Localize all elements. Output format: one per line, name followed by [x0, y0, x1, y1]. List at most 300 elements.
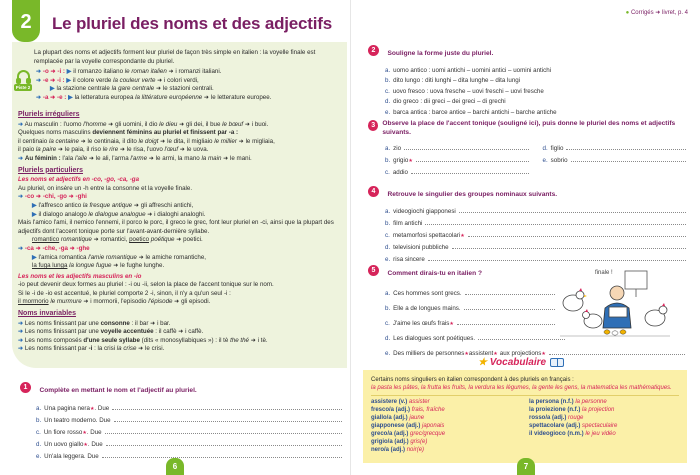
answer-field[interactable] [566, 149, 686, 150]
intro-text: La plupart des noms et adjectifs forment leur pluriel de façon très simple en italien : la voyelle finale est remplacée par la voyelle correspondante du pluriel. [34, 49, 316, 65]
item-text: aux projections [499, 350, 542, 357]
exercise-items [36, 400, 342, 460]
answer-field[interactable] [478, 339, 565, 340]
exercise-header [368, 42, 686, 60]
text: le crisi. [145, 345, 165, 353]
text: l'affresco antico [38, 201, 82, 209]
text: l'arma [111, 154, 129, 162]
item-text: risa sincere [393, 256, 425, 263]
text: la main [201, 154, 222, 162]
text: Les noms finissant par une [24, 319, 99, 327]
arrow-icon: ➜ [18, 319, 24, 327]
vocab-star-icon: ★ [541, 351, 546, 357]
text: i tè. [257, 336, 268, 344]
answer-row [36, 436, 342, 448]
choice-row[interactable] [385, 86, 686, 97]
rule-translation: le roman italien [124, 68, 167, 75]
vocab-term: rosso/a (adj.) [529, 415, 567, 421]
vocab-term: grigio/a (adj.) [371, 439, 409, 445]
arrow-icon: ➜ [18, 193, 24, 201]
exercise-number: 4 [368, 186, 379, 197]
choice-row[interactable] [385, 76, 686, 87]
text: d'une seule syllabe [83, 336, 140, 344]
rule-example: il romanzo italiano [73, 68, 124, 75]
vocab-star-icon: ★ [82, 430, 87, 436]
answer-field[interactable] [106, 445, 342, 446]
text: le paia, [64, 146, 85, 154]
text: le millier [214, 137, 237, 145]
text: -i [88, 345, 93, 353]
vocab-entry [371, 438, 521, 446]
item-text: . Due [94, 405, 110, 412]
irr-line-2 [18, 129, 336, 138]
answer-row [385, 342, 685, 357]
exercise-number: 2 [368, 45, 379, 56]
book-icon [550, 358, 564, 367]
text: deviennent féminins au pluriel et finissent par -a : [92, 129, 239, 137]
text: consonne [100, 319, 130, 327]
page-spine [350, 0, 351, 475]
item-label: c. [385, 320, 390, 327]
page-number-right: 7 [517, 458, 535, 475]
answer-field[interactable] [102, 457, 342, 458]
text: le rire [102, 146, 119, 154]
text: le dieu [159, 120, 178, 128]
text: il riso [86, 146, 101, 154]
exercise-number: 1 [20, 382, 31, 393]
exercise-2 [368, 42, 686, 118]
text: romantico [32, 236, 60, 244]
rule-translation: la gare centrale [111, 85, 155, 93]
answer-row [385, 282, 565, 297]
rule-o-i: ➜ -o ➜ -i : ▶ il romanzo italiano le roman italien ➜ i romanzi italiani. [36, 68, 222, 75]
item-label: e. [385, 256, 391, 263]
item-label: a. [385, 208, 391, 215]
text: la centaine [48, 137, 79, 145]
vocab-term: giapponese (adj.) [371, 423, 421, 429]
exercise-1 [20, 379, 342, 460]
irr-line-5: ➜ Au féminin : l'ala l'aile ➜ le ali, l'arma l'arme ➜ le armi, la mano la main ➜ le mani. [18, 154, 252, 162]
exercise-items [385, 282, 565, 342]
text: le risa, [126, 146, 146, 154]
item-text: televisioni pubbliche [393, 244, 449, 251]
exercise-header [368, 183, 686, 201]
answer-field[interactable] [457, 324, 565, 325]
section-heading: Pluriels particuliers [18, 166, 83, 174]
rule-e-i: ➜ -e ➜ -i : ▶ il colore verde la couleur verte ➜ i colori verdi, [36, 76, 199, 84]
vocab-columns [371, 395, 679, 454]
vocab-star-icon: ★ [83, 442, 88, 448]
arrow-icon: ➜ [18, 336, 24, 344]
vocab-translation: la personne [575, 399, 607, 405]
item-text: Les dialogues sont poétiques. [393, 335, 476, 342]
rule-example: la stazione centrale [56, 85, 110, 93]
exercise-title: Retrouve le singulier des groupes nominaux suivants. [387, 191, 558, 198]
rule-a-e: ➜ -a ➜ -e : ▶ la letteratura europea la littérature européenne ➜ le letterature europee. [36, 93, 272, 101]
vocab-translation: le jeu vidéo [585, 431, 616, 437]
item-label: e. [36, 453, 42, 460]
text: -co ➜ -chi, -go ➜ -ghi [24, 193, 87, 201]
text: il centinaio [18, 137, 48, 145]
item-text: uomo antico : uomi antichi – uomini antici – uomini antichi [393, 66, 552, 74]
item-text: barca antica : barce antice – barchi antichi – barche antiche [393, 108, 557, 116]
exercise-4 [368, 183, 686, 263]
subheading: Les noms et adjectifs en -co, -go, -ca, -ga [18, 176, 140, 184]
rule-result: i colori verdi, [164, 76, 199, 84]
answer-field[interactable] [459, 212, 686, 213]
part-line-2 [18, 193, 336, 202]
exercise-items [385, 65, 686, 118]
vocab-entry [371, 406, 521, 414]
answer-field[interactable] [549, 354, 685, 355]
arrow-icon: ▶ [32, 201, 37, 209]
text: il bue [205, 120, 221, 128]
corriges-link[interactable] [626, 9, 688, 16]
text: gli dei, [185, 120, 204, 128]
item-label: d. [385, 98, 391, 106]
piste-label: Piste 2 [15, 85, 31, 90]
text: il dio [144, 120, 158, 128]
rule-translation: la couleur verte [113, 76, 156, 84]
item-label: d. [385, 244, 391, 251]
vocab-intro [371, 376, 679, 392]
text: the thé [230, 336, 250, 344]
arrow-icon: ➜ [18, 154, 24, 162]
text: i mormorii, [90, 298, 120, 306]
vocab-term: nero/a (adj.) [371, 447, 406, 453]
item-text: zio [393, 145, 402, 152]
answer-row [385, 215, 686, 227]
part-line-9: la fuga lunga la longue fugue ➜ le fughe lunghe. [32, 262, 165, 270]
text: Quelques noms masculins [18, 129, 91, 137]
item-label: d. [385, 335, 391, 342]
text: poetici. [183, 236, 203, 244]
item-label: d. [542, 145, 548, 152]
item-label: b. [36, 417, 42, 424]
rule-result: i romanzi italiani. [175, 68, 222, 75]
vocab-term: spettacolare (adj.) [529, 423, 581, 429]
text: l'episodio [120, 298, 147, 306]
answer-row [36, 424, 342, 436]
vocab-term: la persona (n.f.) [529, 399, 574, 405]
answer-row [385, 227, 686, 239]
vocab-entry [371, 430, 521, 438]
answer-field[interactable] [428, 260, 686, 261]
part-line-3: ▶ l'affresco antico la fresque antique ➜ gli affreschi antichi, [32, 201, 194, 209]
answer-row [385, 239, 686, 251]
text: le fughe lunghe. [120, 262, 165, 270]
item-text: Elle a de longues mains. [393, 305, 461, 312]
answer-row [385, 327, 565, 342]
text: le mani. [230, 154, 252, 162]
item-label: c. [385, 169, 390, 176]
item-text: Un'ala leggera. Due [44, 453, 99, 460]
item-label: e. [385, 108, 391, 116]
vocab-entry [371, 414, 521, 422]
answer-field[interactable] [425, 224, 686, 225]
arrow-icon: ➜ [18, 345, 24, 353]
item-label: a. [385, 145, 391, 152]
text: le amiche romantiche, [145, 253, 206, 261]
vocab-title [478, 357, 564, 368]
text: il caffè [158, 328, 177, 336]
star-icon: ★ [478, 357, 487, 368]
text: l'épisode [148, 298, 173, 306]
illustration [555, 263, 675, 338]
item-label: a. [385, 66, 391, 74]
exercise-items [385, 203, 686, 263]
item-text: grigio [393, 157, 409, 164]
arrow-icon: ➜ [18, 120, 24, 128]
item-label: b. [385, 305, 391, 312]
text: gli uomini, [115, 120, 143, 128]
vocab-translation: gris(e) [410, 439, 428, 445]
text: il tè [218, 336, 229, 344]
answer-field[interactable] [452, 248, 686, 249]
vocab-star-icon: ★ [408, 158, 413, 164]
vocab-entry [529, 414, 679, 422]
text: voyelle accentuée [100, 328, 154, 336]
vocab-translation: jaune [409, 415, 425, 421]
exercise-header [20, 379, 342, 397]
arrow-icon: ▶ [32, 210, 37, 218]
text: romantique [60, 236, 92, 244]
item-label: a. [385, 290, 391, 297]
text: il mormorio [18, 298, 49, 306]
bullet-icon: ● [625, 10, 630, 16]
text: i buoi. [251, 120, 269, 128]
inv-line-2: ➜ Les noms finissant par une voyelle accentuée : il caffè ➜ i caffè. [18, 328, 204, 336]
text: (dits « monosyllabiques ») : [141, 336, 217, 344]
vocab-star-icon: ★ [460, 233, 465, 239]
part-line-6: romantico romantique ➜ romantici, poetico poétique ➜ poetici. [32, 236, 203, 244]
text: Les noms finissant par une [24, 328, 99, 336]
arrow-icon: ▶ [50, 85, 55, 93]
vocab-term: la proiezione (n.f.) [529, 407, 581, 413]
item-text: sobrio [550, 157, 568, 164]
text: gli episodi. [181, 298, 211, 306]
rule-result: le letterature europee. [210, 93, 272, 101]
text: la crise [116, 345, 137, 353]
text: l'homme [83, 120, 107, 128]
text: poetico [129, 236, 150, 244]
rule-e-i-2: ▶ la stazione centrale la gare centrale ➜ le stazioni centrali. [50, 85, 214, 93]
audio-button[interactable] [14, 70, 32, 94]
answer-row [36, 400, 342, 412]
answer-field[interactable] [411, 173, 529, 174]
text: le uova. [186, 146, 209, 154]
rules-detail [18, 108, 336, 354]
vocab-translation: noir(e) [406, 447, 425, 453]
answer-row [385, 140, 529, 152]
item-text: dito lungo : diti lunghi – dita lunghe – dita lungi [393, 77, 521, 85]
inv-line-3: ➜ Les noms composés d'une seule syllabe (dits « monosyllabiques ») : il tè the thé ➜ i tè. [18, 336, 268, 344]
drawing-caption: finale ! [595, 270, 613, 276]
item-text: Un uovo giallo [44, 441, 84, 448]
part-line-12: il mormorio le murmure ➜ i mormorii, l'episodio l'épisode ➜ gli episodi. [18, 298, 211, 306]
item-text: dio greco : dii greci – dei greci – di grechi [393, 98, 506, 106]
text: il dialogo analogo [38, 210, 87, 218]
item-text: Ces hommes sont grecs. [393, 290, 462, 297]
text: i caffè. [185, 328, 204, 336]
vocab-entry [529, 430, 679, 438]
choice-row[interactable] [385, 107, 686, 118]
text: la mano [177, 154, 200, 162]
vocab-translation: japonais [422, 423, 445, 429]
inv-line-1: ➜ Les noms finissant par une consonne : il bar ➜ i bar. [18, 319, 171, 327]
item-label: b. [385, 77, 391, 85]
answer-field[interactable] [571, 161, 686, 162]
answer-field[interactable] [468, 236, 686, 237]
item-label: e. [385, 350, 391, 357]
item-text: Un fiore rosso [43, 429, 83, 436]
item-text: . Due [87, 441, 103, 448]
text: le centinaia, [87, 137, 121, 145]
choice-row[interactable] [385, 97, 686, 108]
item-text: . Due [86, 429, 102, 436]
corriges-label: Corrigés ➜ livret, p. 4 [630, 10, 688, 16]
answer-field[interactable] [105, 433, 342, 434]
answer-field[interactable] [114, 421, 342, 422]
part-line-11: Si le -i de -io est accentué, le pluriel comporte 2 -i, sinon, il n'y a qu'un seul -i : [18, 289, 231, 297]
vocab-examples: la pasta les pâtes, la frutta les fruits, la verdura les légumes, la gente les gens, la matematica les mathématiques. [371, 385, 672, 391]
text: i dialoghi analoghi. [154, 210, 206, 218]
vocab-entry [371, 446, 521, 454]
inv-line-4: ➜ Les noms finissant par -i : la crisi la crise ➜ le crisi. [18, 345, 165, 353]
vocab-title-label: Vocabulaire [489, 357, 547, 368]
text: l'œuf [164, 146, 179, 154]
item-label: d. [36, 441, 42, 448]
vocab-term: fresco/a (adj.) [371, 407, 411, 413]
irr-line-3: il centinaio la centaine ➜ le centinaia, il dito le doigt ➜ le dita, il migliaio le millier ➜ le migliaia, [18, 137, 275, 145]
text: Au masculin : [24, 120, 62, 128]
answer-row [385, 312, 565, 327]
exercise-title: Observe la place de l'accent tonique (souligné ici), puis donne le pluriel des noms et adjectifs suivants. [382, 120, 676, 136]
text: l'arme [130, 154, 148, 162]
part-line-5: Mais l'amico l'ami, il nemico l'ennemi, il porco le porc, il greco le grec, font leur pluriel en -ci, ainsi que la plupart des adjectifs dont l'accent tonique porte sur l'avant-avant-dernière syllabe. [18, 219, 334, 235]
vocab-col-right [529, 398, 679, 454]
answer-field[interactable] [416, 161, 529, 162]
chapter-number: 2 [20, 11, 32, 33]
text: Les noms finissant par [24, 345, 87, 353]
arrow-icon: ▶ [66, 76, 72, 84]
choice-row[interactable] [385, 65, 686, 76]
vocab-term: assistere (v.) [371, 399, 408, 405]
text: le bœuf [222, 120, 244, 128]
section-heading: Pluriels irréguliers [18, 111, 80, 118]
item-text: figlio [550, 145, 564, 152]
rule-pattern: -e ➜ -i : [42, 76, 65, 84]
text: le doigt [138, 137, 159, 145]
answer-field[interactable] [112, 409, 342, 410]
vocab-translation: spectaculaire [582, 423, 618, 429]
text: le armi, [155, 154, 176, 162]
vocab-intro-text: Certains noms singuliers en italien correspondent à des pluriels en français : [371, 377, 574, 383]
vocab-star-icon: ★ [89, 406, 95, 412]
answer-field[interactable] [465, 294, 565, 295]
item-text: uovo fresco : uova fresche – uovi freschi – uovi fresche [392, 87, 544, 95]
item-text: videogiochi giapponesi [393, 208, 456, 215]
item-label: e. [542, 157, 548, 164]
exercise-number: 5 [368, 265, 379, 276]
text: gli affreschi antichi, [140, 201, 194, 209]
text: il paio [18, 146, 35, 154]
vocab-entry [529, 422, 679, 430]
part-line-4: ▶ il dialogo analogo le dialogue analogue ➜ i dialoghi analoghi. [32, 210, 206, 218]
item-text: Una pagina nera [44, 405, 90, 412]
part-line-7 [18, 245, 336, 254]
answer-row [36, 412, 342, 424]
part-line-1: Au pluriel, on insère un -h entre la consonne et la voyelle finale. [18, 184, 193, 192]
text: la paire [35, 146, 57, 154]
vocab-star-icon: ★ [493, 351, 498, 357]
item-text: J'aime les œufs frais [392, 320, 450, 327]
answer-row [543, 152, 687, 164]
arrow-icon: ▶ [32, 253, 37, 261]
arrow-icon: ▶ [68, 93, 73, 101]
text: l'ala [62, 154, 74, 162]
text: la fresque antique [82, 201, 133, 209]
item-label: b. [385, 220, 391, 227]
item-label: c. [385, 232, 390, 239]
answer-row [385, 152, 529, 164]
item-text: metamorfosi spettacolari [392, 232, 461, 239]
text: Les noms composés [24, 336, 82, 344]
vocab-term: il videogioco (n.m.) [529, 431, 584, 437]
text: l'aile [74, 154, 88, 162]
item-text: film antichi [393, 220, 423, 227]
text: l'uovo [146, 146, 163, 154]
item-text: assistent [468, 350, 494, 357]
exercise-title: Complète en mettant le nom et l'adjectif au pluriel. [39, 387, 197, 394]
chickens-illustration [555, 263, 675, 338]
vocab-translation: grec/grecque [410, 431, 446, 437]
vocab-translation: assister [408, 399, 430, 405]
exercise-header [368, 120, 686, 137]
vocab-star-icon: ★ [464, 351, 469, 357]
chapter-badge [12, 0, 40, 42]
page-title: Le pluriel des noms et des adjectifs [52, 14, 332, 33]
rule-translation: la littérature européenne [135, 93, 203, 101]
vocab-translation: la projection [582, 407, 615, 413]
answer-row [385, 203, 686, 215]
part-line-8: ▶ l'amica romantica l'amie romantique ➜ le amiche romantiche, [32, 253, 206, 261]
item-label: c. [385, 87, 390, 95]
vocab-entry [529, 398, 679, 406]
text: il dito [122, 137, 137, 145]
text: le dialogue analogue [88, 210, 146, 218]
vocab-term: greco/a (adj.) [371, 431, 409, 437]
text: Au féminin : [24, 154, 61, 162]
rule-example: la letteratura europea [74, 93, 134, 101]
arrow-icon: ➜ [18, 244, 24, 252]
section-heading: Noms invariables [18, 310, 76, 318]
irr-line-4: il paio la paire ➜ le paia, il riso le rire ➜ le risa, l'uovo l'œuf ➜ le uova. [18, 146, 209, 154]
text: le ali, [95, 154, 111, 162]
exercise-items [385, 140, 686, 176]
text: l'amie romantique [88, 253, 137, 261]
headphones-icon [17, 70, 30, 81]
answer-field[interactable] [404, 149, 528, 150]
item-text: addio [392, 169, 408, 176]
exercise-title: Comment dirais-tu en italien ? [387, 270, 482, 277]
vocab-col-left [371, 398, 521, 454]
vocab-star-icon: ★ [449, 321, 454, 327]
text: il migliaio [187, 137, 213, 145]
rule-example: il colore verde [72, 76, 112, 84]
item-text: Des milliers de personnes [393, 350, 465, 357]
answer-field[interactable] [464, 309, 565, 310]
